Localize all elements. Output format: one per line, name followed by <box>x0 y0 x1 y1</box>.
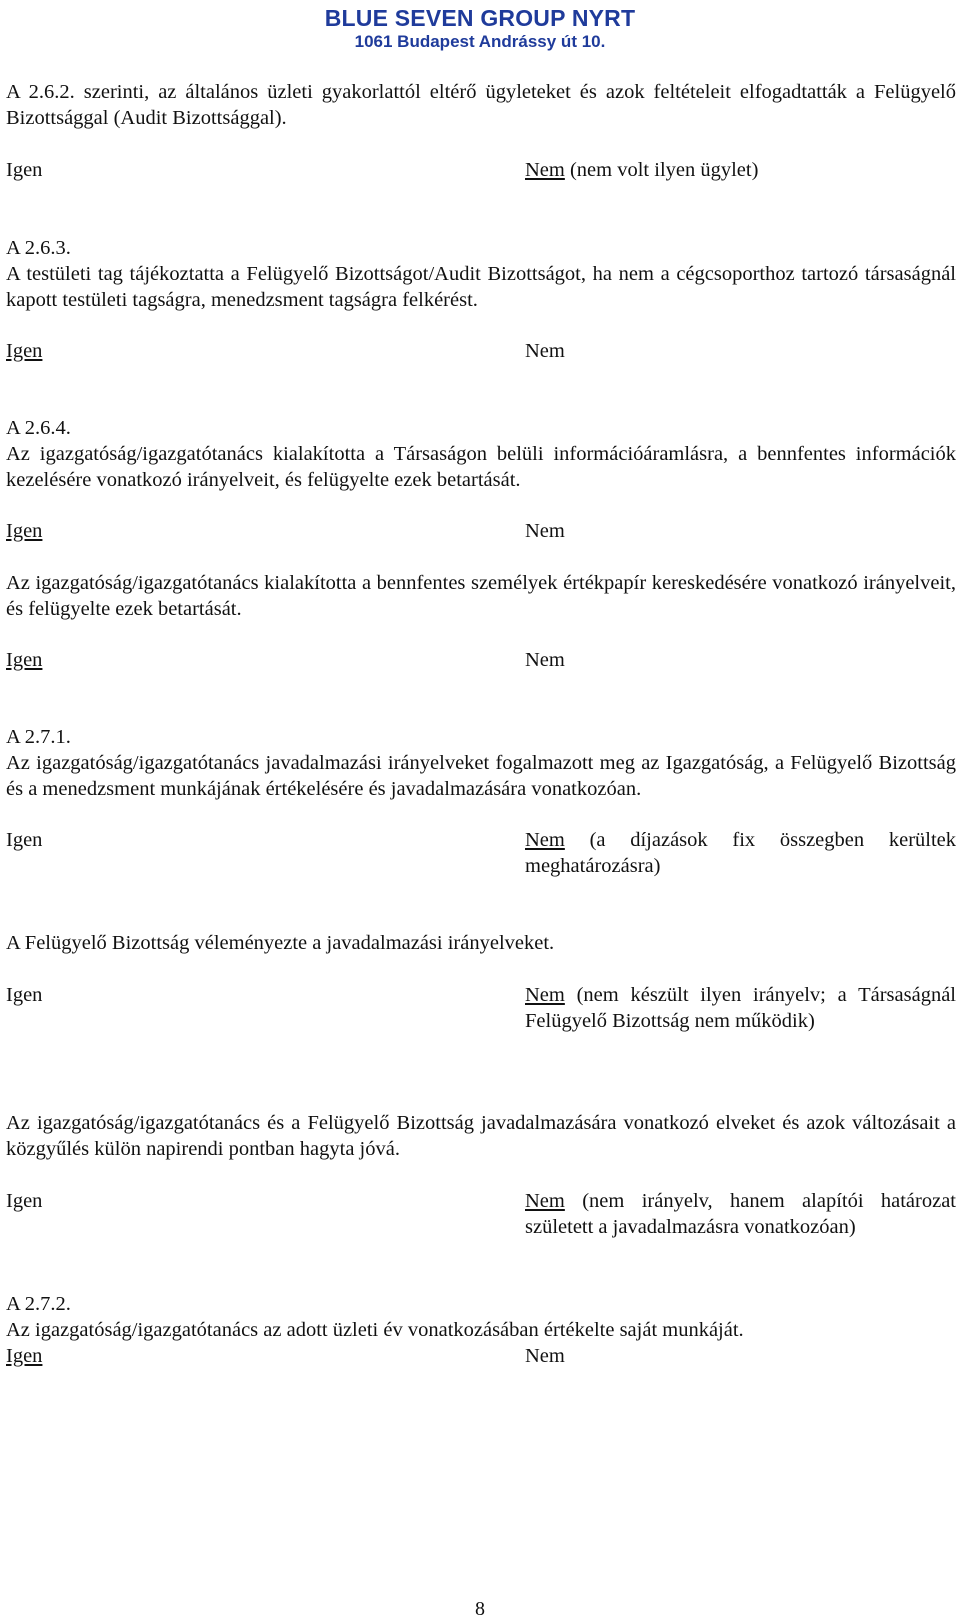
page-number: 8 <box>475 1598 485 1620</box>
answer-no-label: Nem <box>525 984 565 1006</box>
company-address: 1061 Budapest Andrássy út 10. <box>354 32 606 51</box>
answer-yes-insider-trading: Igen <box>6 649 43 671</box>
answer-yes-2-6-4: Igen <box>6 520 43 542</box>
answer-no-fb-opinion <box>525 982 956 1034</box>
answer-yes-remuneration-approval: Igen <box>6 1190 43 1212</box>
answer-no-note: (nem készült ilyen irányelv; a Társaságnál Felügyelő Bizottság nem működik) <box>525 984 956 1032</box>
section-id-2-7-2: A 2.7.2. <box>6 1293 71 1315</box>
section-text-2-7-1: Az igazgatóság/igazgatótanács javadalmazási irányelveket fogalmazott meg az Igazgatóság, a Felügyelő Bizottság és a menedzsment munkájának értékelésére és javadalmazására vonatkozóan. <box>6 752 956 800</box>
answer-yes-2-6-2: Igen <box>6 159 43 181</box>
section-text-2-6-4: Az igazgatóság/igazgatótanács kialakította a Társaságon belüli információáramlásra, a bennfentes információk kezelésére vonatkozó irányelveit, és felügyelte ezek betartását. <box>6 443 956 491</box>
section-text-insider-trading: Az igazgatóság/igazgatótanács kialakította a bennfentes személyek értékpapír kereskedésére vonatkozó irányelveit, és felügyelte ezek betartását. <box>6 572 956 620</box>
answer-no-2-6-2 <box>525 157 956 183</box>
answer-no-2-7-2: Nem <box>525 1345 565 1367</box>
section-id-2-7-1: A 2.7.1. <box>6 726 71 748</box>
answer-no-label: Nem <box>525 159 565 181</box>
answer-yes-fb-opinion: Igen <box>6 984 43 1006</box>
answer-yes-2-7-2: Igen <box>6 1345 43 1367</box>
answer-no-2-7-1 <box>525 827 956 879</box>
section-text-2-6-3: A testületi tag tájékoztatta a Felügyelő Bizottságot/Audit Bizottságot, ha nem a cégcsoporthoz tartozó társaságnál kapott testületi tagságra, menedzsment tagságra felkérést. <box>6 263 956 311</box>
answer-no-note: (a díjazások fix összegben kerültek meghatározásra) <box>525 829 957 877</box>
answer-no-note: (nem irányelv, hanem alapítói határozat született a javadalmazásra vonatkozóan) <box>525 1190 957 1238</box>
section-text-fb-opinion: A Felügyelő Bizottság véleményezte a javadalmazási irányelveket. <box>6 932 555 954</box>
answer-no-2-6-4: Nem <box>525 520 565 542</box>
answer-yes-2-6-3: Igen <box>6 340 43 362</box>
answer-no-label: Nem <box>525 1190 565 1212</box>
answer-no-remuneration-approval <box>525 1188 956 1240</box>
answer-no-note: (nem volt ilyen ügylet) <box>569 159 759 181</box>
section-text-2-7-2: Az igazgatóság/igazgatótanács az adott üzleti év vonatkozásában értékelte saját munkáját. <box>6 1319 744 1341</box>
answer-no-insider-trading: Nem <box>525 649 565 671</box>
section-text-2-6-2: A 2.6.2. szerinti, az általános üzleti gyakorlattól eltérő ügyleteket és azok feltételeit elfogadtatták a Felügyelő Bizottsággal (Audit Bizottsággal). <box>6 81 956 129</box>
company-name: BLUE SEVEN GROUP NYRT <box>324 5 636 31</box>
answer-no-2-6-3: Nem <box>525 340 565 362</box>
section-text-remuneration-approval: Az igazgatóság/igazgatótanács és a Felügyelő Bizottság javadalmazására vonatkozó elveket és azok változásait a közgyűlés külön napirendi pontban hagyta jóvá. <box>6 1112 956 1160</box>
section-id-2-6-3: A 2.6.3. <box>6 237 71 259</box>
answer-yes-2-7-1: Igen <box>6 829 43 851</box>
answer-no-label: Nem <box>525 829 565 851</box>
section-id-2-6-4: A 2.6.4. <box>6 417 71 439</box>
